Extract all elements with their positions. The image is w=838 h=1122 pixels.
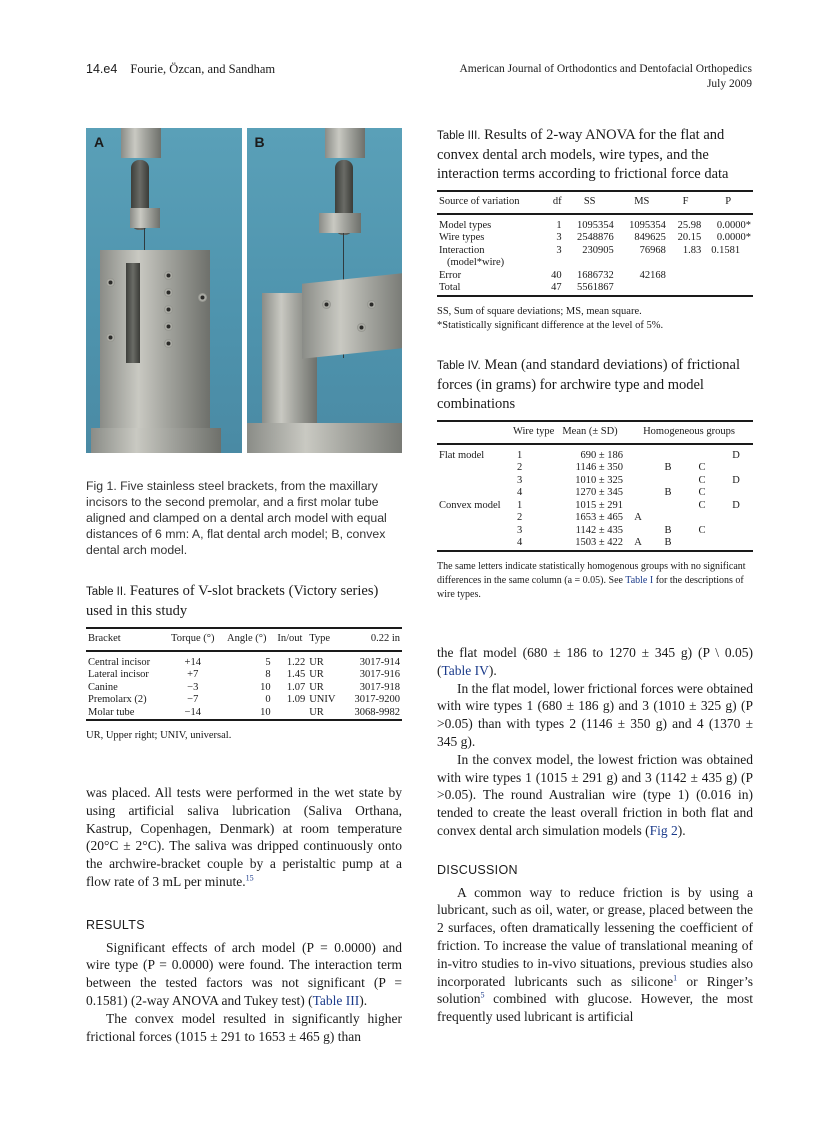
table-row: Lateral incisor +7 8 1.45 UR 3017-916 xyxy=(88,669,400,680)
journal-name: American Journal of Orthodontics and Dentofacial Orthopedics xyxy=(459,63,752,75)
flat-arch-model xyxy=(100,250,210,450)
figure-2-link[interactable]: Fig 2 xyxy=(649,822,678,838)
paragraph: was placed. All tests were performed in the wet state by using artificial saliva lubrication (Saliva Orthana, Kastrup, Copenhagen, Denmark) at room temperature (20°C ± 2°C). The saliva was dripped continuously onto the archwire-bracket couple by a peristaltic pump at a flow rate of 3 mL per minute.$^{15}$ xyxy=(86,785,402,889)
base-plate xyxy=(91,428,221,453)
table-row: Error 40 1686732 42168 xyxy=(439,269,666,281)
table-1-link[interactable]: Table I xyxy=(625,574,654,586)
section-heading-results: RESULTS xyxy=(86,917,145,932)
table-2-title: Table II. Features of V-slot brackets (Victory series) used in this study xyxy=(86,583,379,619)
table-row: 2 1146 ± 350 B C xyxy=(517,462,706,473)
panel-label-b: B xyxy=(254,134,265,150)
table-row: Flat model 1 690 ± 186 D xyxy=(439,449,740,461)
figure-1 xyxy=(86,128,402,453)
table-row: Canine −3 10 1.07 UR 3017-918 xyxy=(88,681,400,693)
convex-arch-model xyxy=(302,272,403,359)
load-cell xyxy=(121,128,161,158)
table-row: Total 47 5561867 xyxy=(439,282,614,293)
table-3-label: Table III. xyxy=(437,130,481,142)
table-row: Wire types 3 2548876 849625 20.15 0.0000* xyxy=(439,232,751,243)
table-row: 3 1010 ± 325 C D xyxy=(517,474,740,486)
reference-link[interactable]: 15 xyxy=(245,873,254,883)
table-3-title: Table III. Results of 2-way ANOVA for the flat and convex dental arch models, wire types, and the interaction terms according to frictional force data xyxy=(437,127,729,182)
table-4-link[interactable]: Table IV xyxy=(441,662,489,678)
table-4-note: The same letters indicate statistically homogenous groups with no significant differences in the same column (a = 0.05). See Table I for the descriptions of wire types. xyxy=(437,560,746,600)
table-4-grid: Wire type Mean (± SD) Homogeneous groups Flat model 1 690 ± 186 D 2 1146 ± 350 B C 3 1010 ± 325 C D 4 1270 ± 345 B C Convex model 1 1015 ± 291 C D 2 1653 ± 465 A 3 1142 ± 435 B C 4 1503 ± 422 A B xyxy=(437,420,753,554)
table-row: Model types 1 1095354 1095354 25.98 0.0000* xyxy=(439,219,751,231)
base-plate xyxy=(247,423,403,453)
table-row: 4 1503 ± 422 A B xyxy=(517,537,672,548)
table-row: 2 1653 ± 465 A xyxy=(517,512,642,523)
table-row: 3 1142 ± 435 B C xyxy=(517,524,706,536)
figure-1-caption: Fig 1. Five stainless steel brackets, from the maxillary incisors to the second premolar, and a first molar tube aligned and clamped on a dental arch model with equal distances of 6 mm: A, flat dental arch model; B, convex dental arch model. xyxy=(86,479,387,557)
section-heading-discussion: DISCUSSION xyxy=(437,862,518,877)
paragraph: The convex model resulted in significantly higher frictional forces (1015 ± 291 to 1653 ± 465 g) than xyxy=(86,1010,402,1044)
paragraph: In the convex model, the lowest friction was obtained with wire types 1 (1015 ± 291 g) and 3 (1142 ± 435 g) (P >0.05). The round Australian wire (type 1) (0.016 in) tended to create the least overall friction in both flat and convex dental arch simulation models (Fig 2). xyxy=(437,751,753,838)
table-row: Molar tube −14 10 UR 3068-9982 xyxy=(88,706,400,718)
table-3-grid: Source of variation df SS MS F P Model types 1 1095354 1095354 25.98 0.0000* Wire types 3 2548876 849625 20.15 0.0000* Interaction 3 230905 76968 1.83 0.1581 (model*wire) Error 40 1686732 42168 Total 47 5561867 xyxy=(437,190,753,299)
authors: Fourie, Özcan, and Sandham xyxy=(130,62,276,76)
table-3 xyxy=(437,126,753,333)
table-2 xyxy=(86,582,402,743)
table-3-note: SS, Sum of square deviations; MS, mean square. *Statistically significant difference at the level of 5%. xyxy=(437,305,664,331)
paragraph: In the flat model, lower frictional forces were obtained with wire types 1 (680 ± 186 g) and 3 (1010 ± 325 g) (P >0.05) than with types 2 (1146 ± 350 g) and 4 (1370 ± 345 g). xyxy=(437,680,753,749)
table-row: (model*wire) xyxy=(447,257,505,268)
table-2-label: Table II. xyxy=(86,586,127,598)
reference-link[interactable]: 1 xyxy=(673,973,678,983)
paragraph: Significant effects of arch model (P = 0.0000) and wire type (P = 0.0000) were found. The interaction term between the tested factors was not significant (P = 0.1581) (2-way ANOVA and Tukey test) (Table III). xyxy=(86,939,402,1008)
table-2-grid: Bracket Torque (°) Angle (°) In/out Type 0.22 in Central incisor +14 5 1.22 UR 3017-914 Lateral incisor +7 8 1.45 UR 3017-916 Canine −3 10 1.07 UR 3017-918 Premolarx (2) −7 0 1.09 UNIV 3017-9200 Molar tube −14 10 UR 3068-9982 xyxy=(86,627,402,723)
clamp-wing xyxy=(130,208,160,228)
paragraph: the flat model (680 ± 186 to 1270 ± 345 g) (P \ 0.05) (Table IV). xyxy=(437,645,753,678)
panel-label-a: A xyxy=(94,134,105,150)
paragraph: A common way to reduce friction is by using a lubricant, such as oil, water, or grease, placed between the 2 surfaces, often dramatically lessening the coefficient of friction. To increase the value of translational meaning of in-vitro studies to in-vivo situations, previous studies also incorporated lubricants such as silicone$^1$ or Ringer’s solution$^5$ combined with glucose. However, the most frequently used lubricant is artificial xyxy=(437,884,754,1025)
table-4-title: Table IV. Mean (and standard deviations) of frictional forces (in grams) for archwire type and model combinations xyxy=(437,357,741,412)
figure-panel-b xyxy=(247,128,403,453)
table-row: Premolarx (2) −7 0 1.09 UNIV 3017-9200 xyxy=(88,694,400,705)
right-body-text xyxy=(437,644,753,1026)
table-4-label: Table IV. xyxy=(437,360,481,372)
table-row: Convex model 1 1015 ± 291 C D xyxy=(439,499,740,511)
figure-panel-a xyxy=(86,128,242,453)
running-header-left xyxy=(86,62,275,77)
table-4 xyxy=(437,356,753,602)
running-header-right xyxy=(459,62,752,92)
left-body-text xyxy=(86,784,402,1045)
load-cell xyxy=(325,128,365,158)
clamp-wing xyxy=(319,213,361,233)
table-row: 4 1270 ± 345 B C xyxy=(517,487,706,498)
page-number: 14.e4 xyxy=(86,62,118,76)
table-row: Interaction 3 230905 76968 1.83 0.1581 xyxy=(439,244,741,256)
table-row: Central incisor +14 5 1.22 UR 3017-914 xyxy=(88,656,400,668)
table-2-note: UR, Upper right; UNIV, universal. xyxy=(86,730,232,741)
model-slot xyxy=(126,263,140,363)
reference-link[interactable]: 5 xyxy=(480,990,485,1000)
table-3-link[interactable]: Table III xyxy=(312,992,360,1008)
issue-date: July 2009 xyxy=(706,78,752,90)
